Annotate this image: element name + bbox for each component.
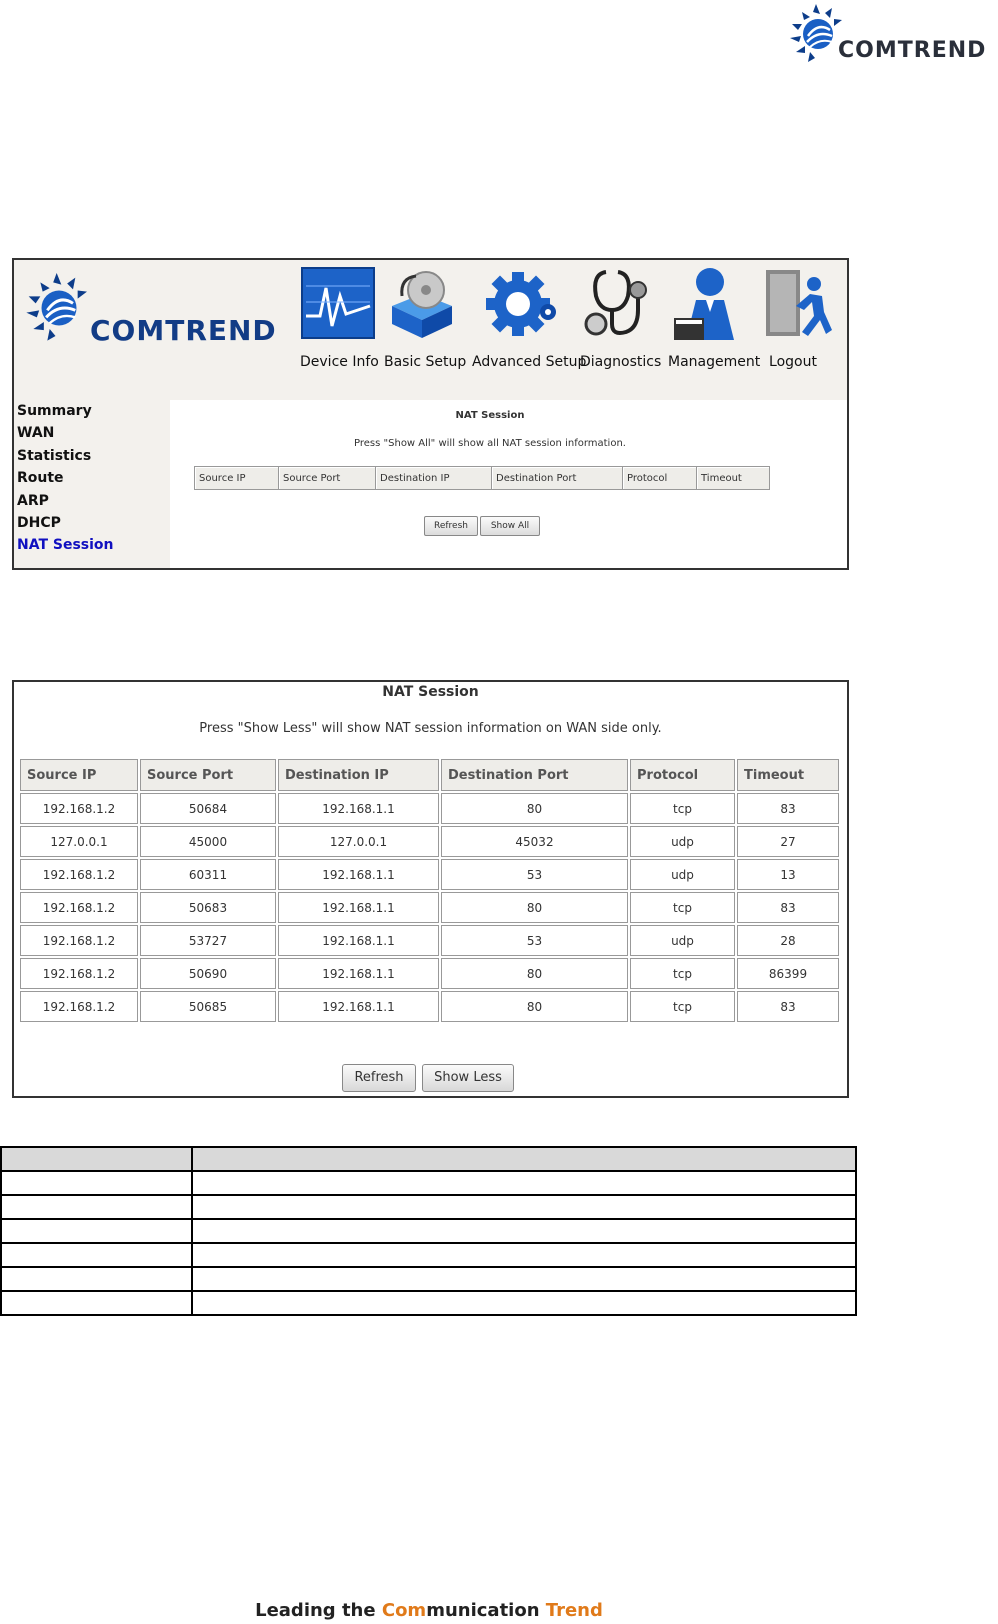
nat-session-table bbox=[18, 757, 841, 1024]
cell-destination-ip: 192.168.1.1 bbox=[278, 991, 439, 1022]
table-row bbox=[20, 925, 839, 956]
cell-protocol: tcp bbox=[630, 793, 735, 824]
cell-destination-ip: 192.168.1.1 bbox=[278, 892, 439, 923]
cell-destination-port: 80 bbox=[441, 958, 628, 989]
router-ui-screenshot bbox=[12, 258, 849, 570]
table-cell bbox=[192, 1219, 856, 1243]
sidebar-item-wan[interactable]: WAN bbox=[17, 425, 55, 442]
cell-protocol: udp bbox=[630, 925, 735, 956]
sidebar bbox=[14, 400, 170, 568]
nav-label: Device Info bbox=[300, 354, 379, 370]
cell-source-ip: 192.168.1.2 bbox=[20, 925, 138, 956]
cell-timeout: 83 bbox=[737, 991, 839, 1022]
nav-label: Basic Setup bbox=[384, 354, 467, 370]
table-cell bbox=[1, 1195, 192, 1219]
tagline-part: Leading the bbox=[255, 1600, 382, 1621]
sidebar-item-statistics[interactable]: Statistics bbox=[17, 447, 92, 464]
table-cell bbox=[192, 1171, 856, 1195]
nav-label: Management bbox=[668, 354, 761, 370]
cell-source-port: 45000 bbox=[140, 826, 276, 857]
sidebar-item-summary[interactable]: Summary bbox=[17, 403, 92, 419]
page-description: Press "Show All" will show all NAT session information. bbox=[354, 438, 626, 449]
footer-tagline bbox=[0, 1600, 858, 1621]
sidebar-item-arp[interactable]: ARP bbox=[17, 492, 49, 509]
table-cell bbox=[192, 1147, 856, 1171]
nav-label: Advanced Setup bbox=[472, 354, 587, 370]
cell-destination-port: 80 bbox=[441, 793, 628, 824]
column-header: Timeout bbox=[737, 759, 839, 791]
table-row bbox=[20, 859, 839, 890]
table-row bbox=[20, 793, 839, 824]
cell-source-port: 50685 bbox=[140, 991, 276, 1022]
column-header: Destination Port bbox=[492, 467, 623, 490]
cell-source-ip: 192.168.1.2 bbox=[20, 958, 138, 989]
column-header: Timeout bbox=[697, 467, 770, 490]
router-main-panel bbox=[170, 400, 847, 568]
column-header: Destination IP bbox=[376, 467, 492, 490]
tagline-part: Trend bbox=[545, 1600, 603, 1621]
table-header-row bbox=[1, 1147, 856, 1171]
column-header: Source Port bbox=[140, 759, 276, 791]
show-less-button[interactable]: Show Less bbox=[422, 1064, 514, 1092]
cell-protocol: udp bbox=[630, 859, 735, 890]
cell-timeout: 83 bbox=[737, 793, 839, 824]
cell-destination-port: 45032 bbox=[441, 826, 628, 857]
comtrend-swirl-icon bbox=[24, 266, 94, 350]
router-wordmark: COMTREND bbox=[90, 314, 277, 347]
cell-protocol: udp bbox=[630, 826, 735, 857]
nav-advanced-setup[interactable] bbox=[472, 266, 587, 396]
cell-source-ip: 127.0.0.1 bbox=[20, 826, 138, 857]
cell-timeout: 86399 bbox=[737, 958, 839, 989]
tagline-part: munication bbox=[426, 1600, 546, 1621]
cell-timeout: 27 bbox=[737, 826, 839, 857]
table-cell bbox=[192, 1267, 856, 1291]
nav-management[interactable] bbox=[668, 266, 761, 396]
cell-timeout: 83 bbox=[737, 892, 839, 923]
column-header: Destination IP bbox=[278, 759, 439, 791]
cell-destination-ip: 127.0.0.1 bbox=[278, 826, 439, 857]
cell-source-port: 53727 bbox=[140, 925, 276, 956]
table-row bbox=[1, 1267, 856, 1291]
page-title: NAT Session bbox=[455, 410, 525, 421]
table-cell bbox=[1, 1243, 192, 1267]
cell-source-port: 50684 bbox=[140, 793, 276, 824]
column-header: Source IP bbox=[195, 467, 279, 490]
table-row bbox=[20, 892, 839, 923]
column-header: Source Port bbox=[279, 467, 376, 490]
nav-label: Diagnostics bbox=[580, 354, 662, 370]
brand-wordmark: COMTREND bbox=[838, 38, 987, 63]
table-row bbox=[1, 1291, 856, 1315]
router-logo bbox=[24, 266, 284, 356]
cell-source-ip: 192.168.1.2 bbox=[20, 991, 138, 1022]
cell-timeout: 28 bbox=[737, 925, 839, 956]
brand-logo bbox=[788, 2, 998, 66]
table-cell bbox=[1, 1219, 192, 1243]
nav-label: Logout bbox=[769, 354, 817, 370]
table-cell bbox=[1, 1171, 192, 1195]
diagnostics-icon bbox=[582, 266, 658, 342]
sidebar-item-dhcp[interactable]: DHCP bbox=[17, 514, 61, 531]
cell-protocol: tcp bbox=[630, 991, 735, 1022]
table-row bbox=[1, 1219, 856, 1243]
cell-destination-ip: 192.168.1.1 bbox=[278, 859, 439, 890]
cell-destination-ip: 192.168.1.1 bbox=[278, 925, 439, 956]
nav-diagnostics[interactable] bbox=[580, 266, 660, 396]
show-all-button[interactable]: Show All bbox=[480, 516, 540, 536]
page-title: NAT Session bbox=[382, 684, 479, 700]
cell-source-port: 50683 bbox=[140, 892, 276, 923]
basic-setup-icon bbox=[384, 266, 460, 342]
table-row bbox=[1, 1195, 856, 1219]
nav-logout[interactable] bbox=[760, 266, 826, 396]
table-cell bbox=[1, 1291, 192, 1315]
page-description: Press "Show Less" will show NAT session information on WAN side only. bbox=[199, 721, 662, 736]
cell-destination-port: 53 bbox=[441, 859, 628, 890]
nat-session-table bbox=[194, 466, 770, 490]
cell-destination-ip: 192.168.1.1 bbox=[278, 793, 439, 824]
table-cell bbox=[192, 1243, 856, 1267]
cell-protocol: tcp bbox=[630, 958, 735, 989]
advanced-setup-icon bbox=[484, 266, 560, 342]
cell-timeout: 13 bbox=[737, 859, 839, 890]
tagline-part: Com bbox=[381, 1600, 427, 1621]
nat-session-all-screenshot bbox=[12, 680, 849, 1098]
column-header: Protocol bbox=[630, 759, 735, 791]
table-row bbox=[1, 1243, 856, 1267]
cell-destination-port: 80 bbox=[441, 892, 628, 923]
cell-source-port: 50690 bbox=[140, 958, 276, 989]
logout-icon bbox=[760, 266, 836, 342]
table-cell bbox=[1, 1267, 192, 1291]
table-row bbox=[20, 826, 839, 857]
sidebar-item-route[interactable]: Route bbox=[17, 470, 64, 487]
router-header bbox=[14, 260, 847, 400]
cell-source-ip: 192.168.1.2 bbox=[20, 892, 138, 923]
table-row bbox=[1, 1171, 856, 1195]
cell-destination-ip: 192.168.1.1 bbox=[278, 958, 439, 989]
table-cell bbox=[192, 1195, 856, 1219]
cell-destination-port: 80 bbox=[441, 991, 628, 1022]
table-cell bbox=[1, 1147, 192, 1171]
column-header: Source IP bbox=[20, 759, 138, 791]
column-header: Destination Port bbox=[441, 759, 628, 791]
cell-source-ip: 192.168.1.2 bbox=[20, 859, 138, 890]
cell-source-port: 60311 bbox=[140, 859, 276, 890]
management-icon bbox=[672, 266, 748, 342]
cell-destination-port: 53 bbox=[441, 925, 628, 956]
nav-device-info[interactable] bbox=[300, 266, 379, 396]
table-row bbox=[20, 991, 839, 1022]
nav-basic-setup[interactable] bbox=[384, 266, 467, 396]
cell-protocol: tcp bbox=[630, 892, 735, 923]
refresh-button[interactable]: Refresh bbox=[342, 1064, 416, 1092]
cell-source-ip: 192.168.1.2 bbox=[20, 793, 138, 824]
refresh-button[interactable]: Refresh bbox=[424, 516, 478, 536]
table-row bbox=[20, 958, 839, 989]
column-header: Protocol bbox=[623, 467, 697, 490]
table-cell bbox=[192, 1291, 856, 1315]
sidebar-item-nat-session[interactable]: NAT Session bbox=[17, 537, 114, 554]
device-info-icon bbox=[300, 266, 376, 342]
field-description-table bbox=[0, 1146, 857, 1316]
